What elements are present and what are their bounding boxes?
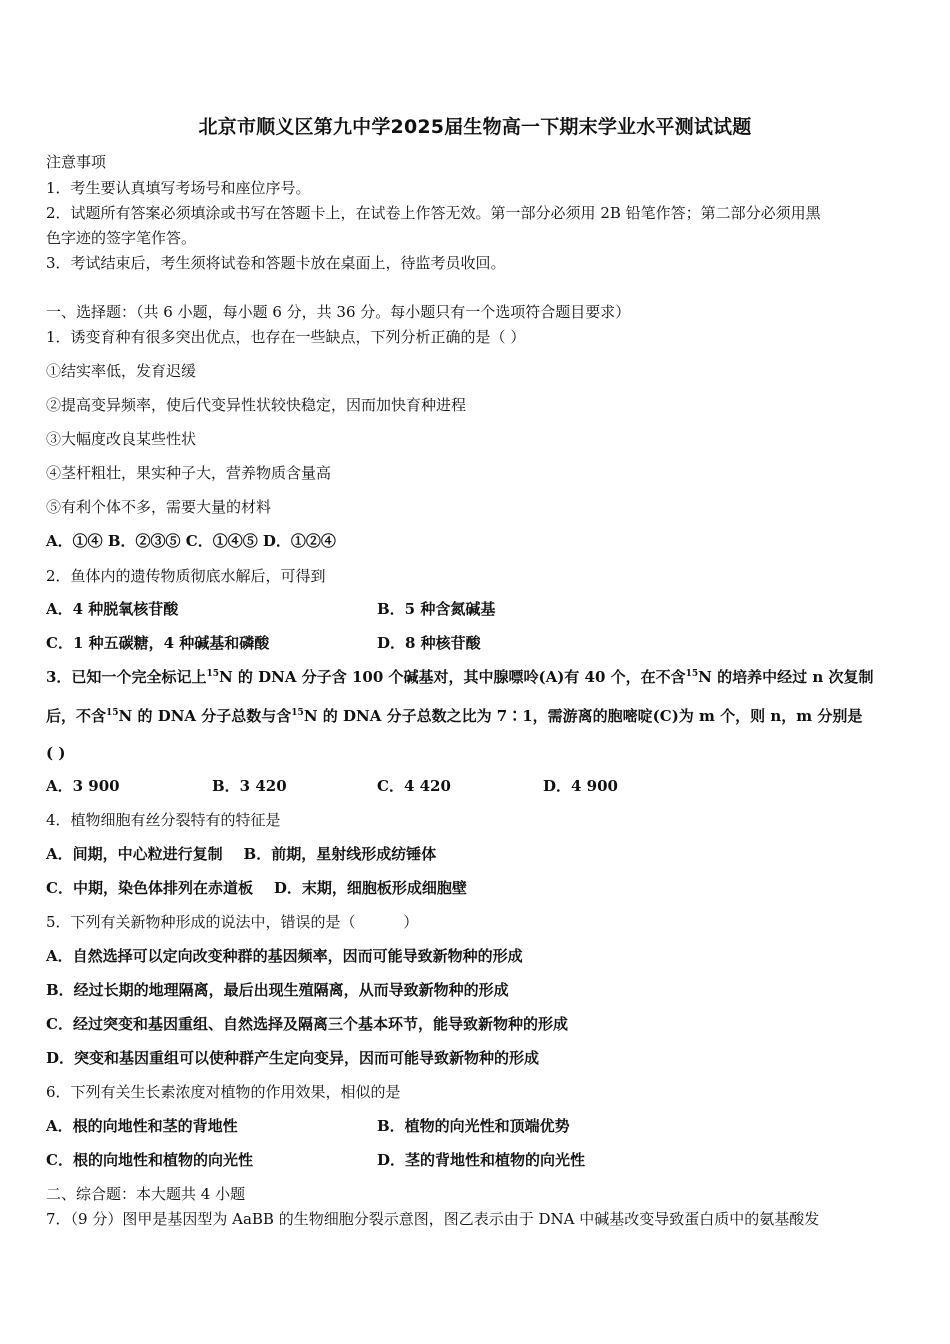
q3-stem-line1 (46, 667, 873, 687)
notice-heading: 注意事项 (46, 153, 107, 171)
q3-text-2: N 的 DNA 分子含 100 个碱基对，其中腺嘌呤(A)有 40 个，在不含 (218, 668, 686, 686)
q5-option-b: B．经过长期的地理隔离，最后出现生殖隔离，从而导致新物种的形成 (46, 981, 509, 999)
q4-options-row2: C．中期，染色体排列在赤道板 D．末期，细胞板形成细胞壁 (46, 879, 467, 897)
q3-isotope-1: 15 (206, 669, 219, 679)
q3-option-b: B．3 420 (212, 777, 287, 795)
q1-item-2: ②提高变异频率，使后代变异性状较快稳定，因而加快育种进程 (46, 396, 467, 414)
q6-option-d: D．茎的背地性和植物的向光性 (377, 1151, 586, 1169)
q1-item-4: ④茎杆粗壮，果实种子大，营养物质含量高 (46, 464, 332, 482)
q3-text-6: N 的 DNA 分子总数之比为 7∶1，需游离的胞嘧啶(C)为 m 个，则 n，m 分别是 (303, 707, 863, 725)
section2-heading: 二、综合题：本大题共 4 小题 (46, 1185, 246, 1203)
q3-stem-line2 (46, 706, 862, 726)
q3-text-3: N 的培养中经过 n 次复制 (698, 668, 874, 686)
q3-isotope-4: 15 (291, 708, 304, 718)
q5-stem: 5．下列有关新物种形成的说法中，错误的是（ ） (46, 913, 419, 931)
q6-option-b: B．植物的向光性和顶端优势 (377, 1117, 570, 1135)
exam-title: 北京市顺义区第九中学2025届生物高一下期末学业水平测试试题 (198, 116, 752, 138)
q3-text-1: 3．已知一个完全标记上 (46, 668, 207, 686)
q2-option-c: C．1 种五碳糖，4 种碱基和磷酸 (46, 634, 270, 652)
q1-stem: 1．诱变育种有很多突出优点，也存在一些缺点，下列分析正确的是（ ） (46, 328, 526, 346)
q3-text-4: 后，不含 (46, 707, 107, 725)
q6-option-a: A．根的向地性和茎的背地性 (46, 1117, 238, 1135)
q4-stem: 4．植物细胞有丝分裂特有的特征是 (46, 811, 281, 829)
q3-isotope-3: 15 (106, 708, 119, 718)
q3-option-d: D．4 900 (543, 777, 618, 795)
q5-option-a: A．自然选择可以定向改变种群的基因频率，因而可能导致新物种的形成 (46, 947, 523, 965)
notice-item-3: 3．考试结束后，考生须将试卷和答题卡放在桌面上，待监考员收回。 (46, 254, 506, 272)
q1-item-1: ①结实率低，发育迟缓 (46, 362, 197, 380)
q2-option-a: A．4 种脱氧核苷酸 (46, 600, 179, 618)
notice-item-2: 2．试题所有答案必须填涂或书写在答题卡上，在试卷上作答无效。第一部分必须用 2B 铅笔作答；第二部分必须用黑 (46, 204, 821, 222)
notice-item-2-cont: 色字迹的签字笔作答。 (46, 229, 197, 247)
q1-options: A．①④ B．②③⑤ C．①④⑤ D．①②④ (46, 532, 336, 550)
q3-text-5: N 的 DNA 分子总数与含 (118, 707, 292, 725)
q5-option-c: C．经过突变和基因重组、自然选择及隔离三个基本环节，能导致新物种的形成 (46, 1015, 568, 1033)
q2-option-b: B．5 种含氮碱基 (377, 600, 496, 618)
q3-stem-line3: ( ) (46, 744, 66, 762)
q7-stem: 7．（9 分）图甲是基因型为 AaBB 的生物细胞分裂示意图，图乙表示由于 DNA 中碱基改变导致蛋白质中的氨基酸发 (46, 1210, 820, 1228)
q1-item-3: ③大幅度改良某些性状 (46, 430, 197, 448)
q6-stem: 6．下列有关生长素浓度对植物的作用效果，相似的是 (46, 1083, 401, 1101)
section1-heading: 一、选择题：（共 6 小题，每小题 6 分，共 36 分。每小题只有一个选项符合题目要求） (46, 303, 631, 321)
q3-option-a: A．3 900 (46, 777, 120, 795)
q5-option-d: D．突变和基因重组可以使种群产生定向变异，因而可能导致新物种的形成 (46, 1049, 540, 1067)
q1-item-5: ⑤有利个体不多，需要大量的材料 (46, 498, 272, 516)
q2-stem: 2．鱼体内的遗传物质彻底水解后，可得到 (46, 567, 326, 585)
q2-option-d: D．8 种核苷酸 (377, 634, 481, 652)
q6-option-c: C．根的向地性和植物的向光性 (46, 1151, 253, 1169)
q4-options-row1: A．间期，中心粒进行复制 B．前期，星射线形成纺锤体 (46, 845, 437, 863)
q3-isotope-2: 15 (685, 669, 699, 679)
notice-item-1: 1．考生要认真填写考场号和座位序号。 (46, 179, 311, 197)
q3-option-c: C．4 420 (377, 777, 451, 795)
